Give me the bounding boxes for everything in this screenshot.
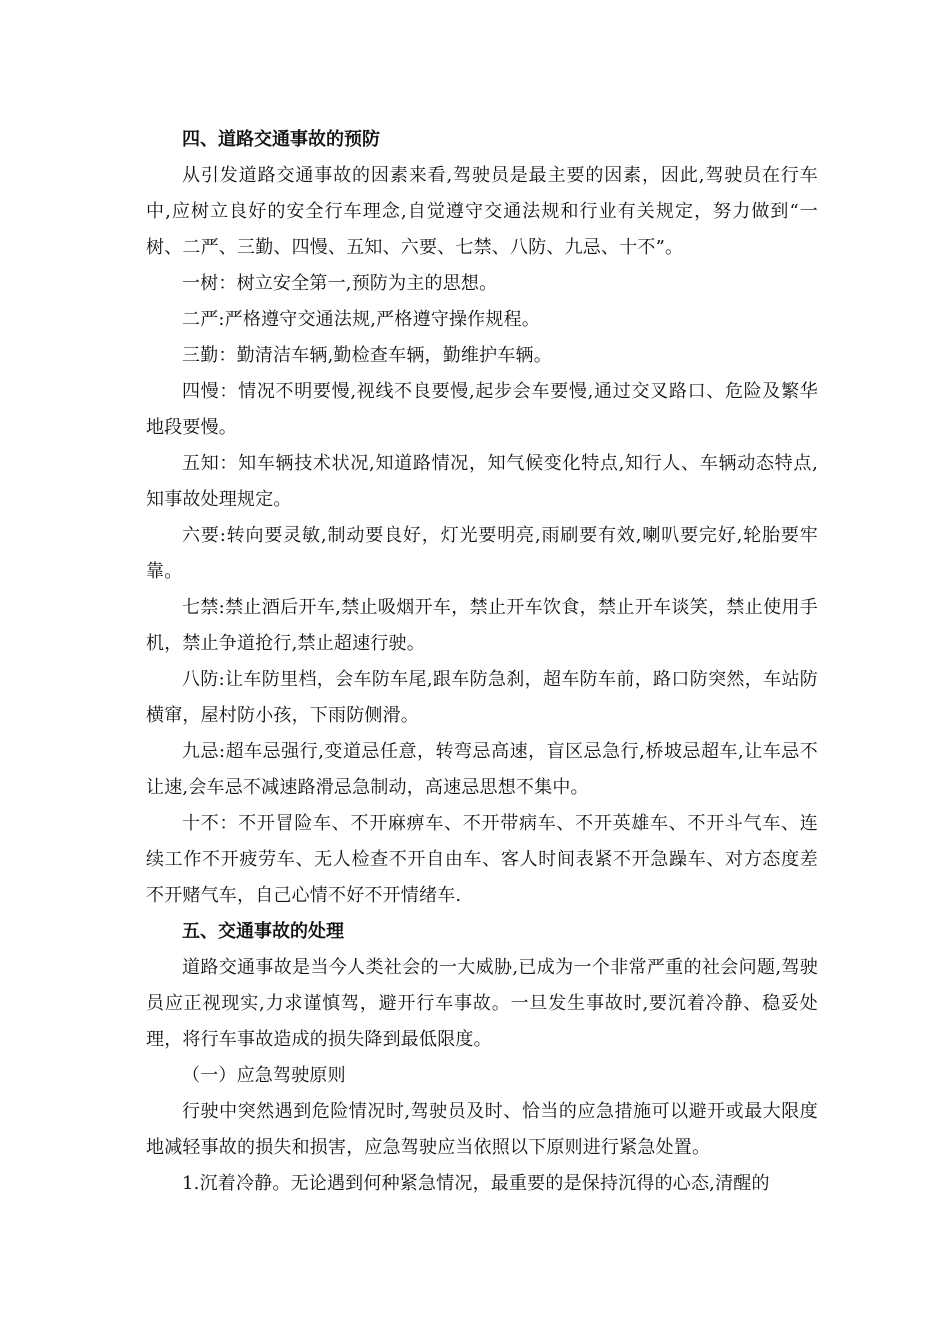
section-heading-prevention: 四、道路交通事故的预防 (182, 129, 380, 150)
paragraph-er-yan: 二严:严格遵守交通法规,严格遵守操作规程。 (182, 309, 540, 330)
section-heading-handling: 五、交通事故的处理 (182, 921, 344, 942)
paragraph-jiu-ji: 九忌:超车忌强行,变道忌任意，转弯忌高速，盲区忌急行,桥坡忌超车,让车忌不让速,会车忌不减速路滑忌急制动，高速忌思想不集中。 (146, 741, 818, 798)
paragraph-intro: 从引发道路交通事故的因素来看,驾驶员是最主要的因素，因此,驾驶员在行车中,应树立良好的安全行车理念,自觉遵守交通法规和行业有关规定，努力做到“一树、二严、三勤、四慢、五知、六要、七禁、八防、九忌、十不”。 (146, 165, 818, 258)
paragraph-yi-shu: 一树：树立安全第一,预防为主的思想。 (182, 273, 498, 294)
paragraph-shi-bu: 十不：不开冒险车、不开麻痹车、不开带病车、不开英雄车、不开斗气车、连续工作不开疲劳车、无人检查不开自由车、客人时间表紧不开急躁车、对方态度差不开赌气车，自己心情不好不开情绪车. (146, 813, 818, 906)
paragraph-san-qin: 三勤：勤清洁车辆,勤检查车辆，勤维护车辆。 (182, 345, 552, 366)
paragraph-wu-zhi: 五知：知车辆技术状况,知道路情况，知气候变化特点,知行人、车辆动态特点,知事故处理规定。 (146, 453, 818, 510)
paragraph-handling-intro: 道路交通事故是当今人类社会的一大威胁,已成为一个非常严重的社会问题,驾驶员应正视现实,力求谨慎驾，避开行车事故。一旦发生事故时,要沉着冷静、稳妥处理，将行车事故造成的损失降到最低限度。 (146, 957, 818, 1050)
subheading-emergency-principles: （一）应急驾驶原则 (182, 1065, 346, 1086)
paragraph-qi-jin: 七禁:禁止酒后开车,禁止吸烟开车，禁止开车饮食，禁止开车谈笑，禁止使用手机，禁止争道抢行,禁止超速行驶。 (146, 597, 818, 654)
paragraph-liu-yao: 六要:转向要灵敏,制动要良好，灯光要明亮,雨刷要有效,喇叭要完好,轮胎要牢靠。 (146, 525, 818, 582)
paragraph-emergency-principles: 行驶中突然遇到危险情况时,驾驶员及时、恰当的应急措施可以避开或最大限度地减轻事故的损失和损害，应急驾驶应当依照以下原则进行紧急处置。 (146, 1101, 818, 1158)
paragraph-si-man: 四慢：情况不明要慢,视线不良要慢,起步会车要慢,通过交叉路口、危险及繁华地段要慢。 (146, 381, 818, 438)
paragraph-ba-fang: 八防:让车防里档，会车防车尾,跟车防急刹，超车防车前，路口防突然，车站防横窜，屋村防小孩，下雨防侧滑。 (146, 669, 818, 726)
paragraph-stay-calm: 1.沉着冷静。无论遇到何种紧急情况，最重要的是保持沉得的心态,清醒的 (182, 1173, 770, 1194)
document-body (146, 122, 818, 1202)
